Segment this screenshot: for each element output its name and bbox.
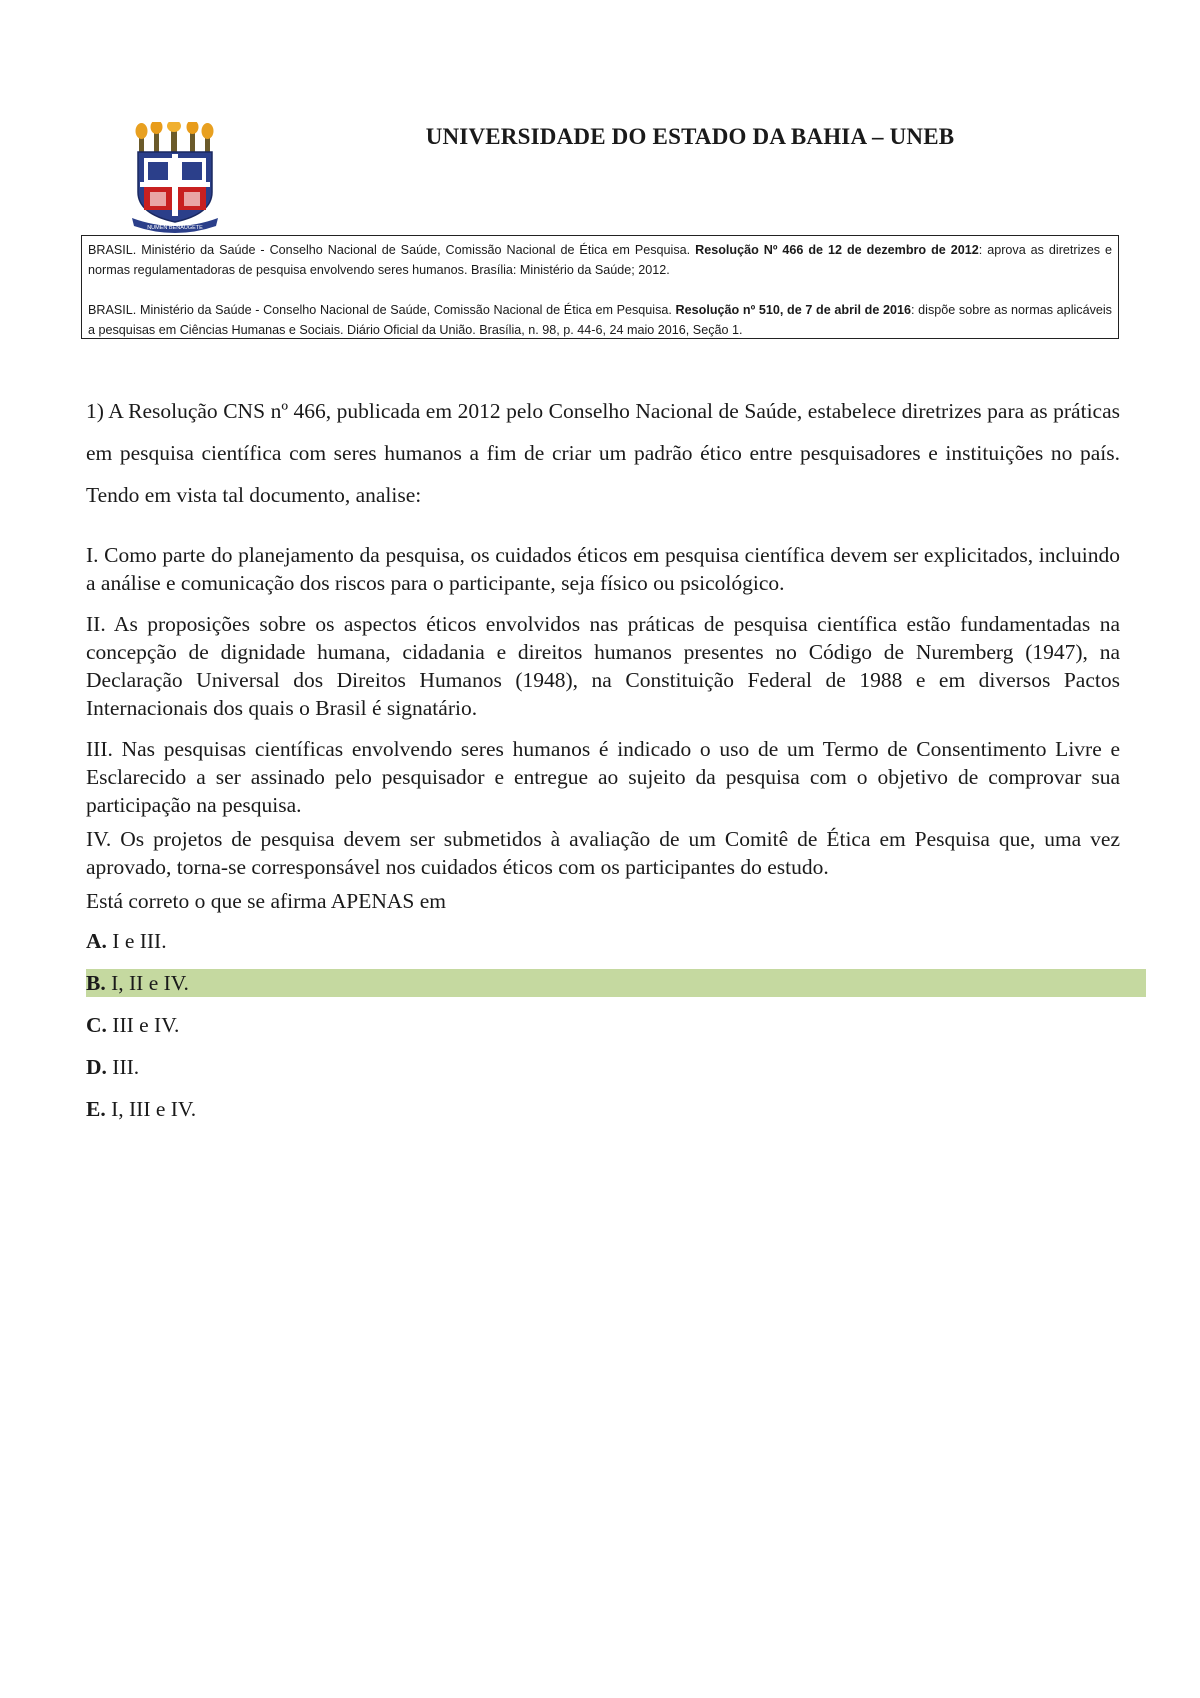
statement-item: IV. Os projetos de pesquisa devem ser submetidos à avaliação de um Comitê de Ética em Pesquisa que, uma vez aprovado, torna-se corresponsável nos cuidados éticos com os participantes do estudo. — [86, 827, 1120, 879]
option-text: I e III. — [106, 929, 167, 953]
reference-text: : aprova as diretrizes e normas regulamentadoras de pesquisa envolvendo seres humanos. Brasília: Ministério da Saúde; 2012. — [88, 243, 1112, 277]
question-block — [86, 390, 1120, 1137]
option-letter: A. — [86, 929, 107, 953]
option-letter: D. — [86, 1055, 107, 1079]
option-letter: B. — [86, 971, 106, 995]
reference-text: BRASIL. Ministério da Saúde - Conselho Nacional de Saúde, Comissão Nacional de Ética em Pesquisa. — [88, 303, 672, 317]
option-text: I, III e IV. — [105, 1097, 197, 1121]
answer-options — [86, 927, 1120, 1123]
option-text: III e IV. — [106, 1013, 180, 1037]
option-text: I, II e IV. — [105, 971, 189, 995]
references-box — [81, 235, 1119, 339]
statement-item: I. Como parte do planejamento da pesquisa, os cuidados éticos em pesquisa científica devem ser explicitados, incluindo a análise e comunicação dos riscos para o participante, seja físico ou psicológico. — [86, 543, 1120, 595]
page-title: UNIVERSIDADE DO ESTADO DA BAHIA – UNEB — [425, 124, 955, 149]
option-letter: E. — [86, 1097, 106, 1121]
answer-option-b[interactable] — [86, 969, 1146, 997]
reference-resolution: Resolução nº 510, de 7 de abril de 2016 — [671, 303, 911, 317]
reference-text: BRASIL. Ministério da Saúde - Conselho Nacional de Saúde, Comissão Nacional de Ética em Pesquisa. — [88, 243, 691, 257]
question-prompt: Está correto o que se afirma APENAS em — [86, 889, 447, 913]
option-letter: C. — [86, 1013, 107, 1037]
uneb-logo — [130, 122, 220, 234]
question-statement: 1) A Resolução CNS nº 466, publicada em 2012 pelo Conselho Nacional de Saúde, estabelece diretrizes para as práticas em pesquisa científica com seres humanos a fim de criar um padrão ético entre pesquisadores e instituições no país. Tendo em vista tal documento, analise: — [86, 399, 1120, 507]
answer-option-a[interactable] — [86, 927, 1120, 955]
statement-item: II. As proposições sobre os aspectos éticos envolvidos nas práticas de pesquisa científica estão fundamentadas na concepção de dignidade humana, cidadania e direitos humanos presentes no Código de Nuremberg (1947), na Declaração Universal dos Direitos Humanos (1948), na Constituição Federal de 1988 e em diversos Pactos Internacionais dos quais o Brasil é signatário. — [86, 612, 1120, 720]
logo-motto: NUMEN BENAUGETE — [147, 225, 203, 231]
reference-item — [88, 300, 1112, 340]
option-text: III. — [106, 1055, 140, 1079]
statement-item: III. Nas pesquisas científicas envolvendo seres humanos é indicado o uso de um Termo de Consentimento Livre e Esclarecido a ser assinado pelo pesquisador e entregue ao sujeito da pesquisa com o objetivo de comprovar sua participação na pesquisa. — [86, 737, 1120, 817]
torch-icon — [136, 122, 214, 156]
reference-item — [88, 240, 1112, 280]
answer-option-e[interactable] — [86, 1095, 1120, 1123]
answer-option-d[interactable] — [86, 1053, 1120, 1081]
reference-resolution: Resolução Nº 466 de 12 de dezembro de 2012 — [690, 243, 979, 257]
reference-text: : dispõe sobre as normas aplicáveis a pesquisas em Ciências Humanas e Sociais. Diário Oficial da União. Brasília, n. 98, p. 44-6, 24 maio 2016, Seção 1. — [88, 303, 1112, 337]
answer-option-c[interactable] — [86, 1011, 1120, 1039]
